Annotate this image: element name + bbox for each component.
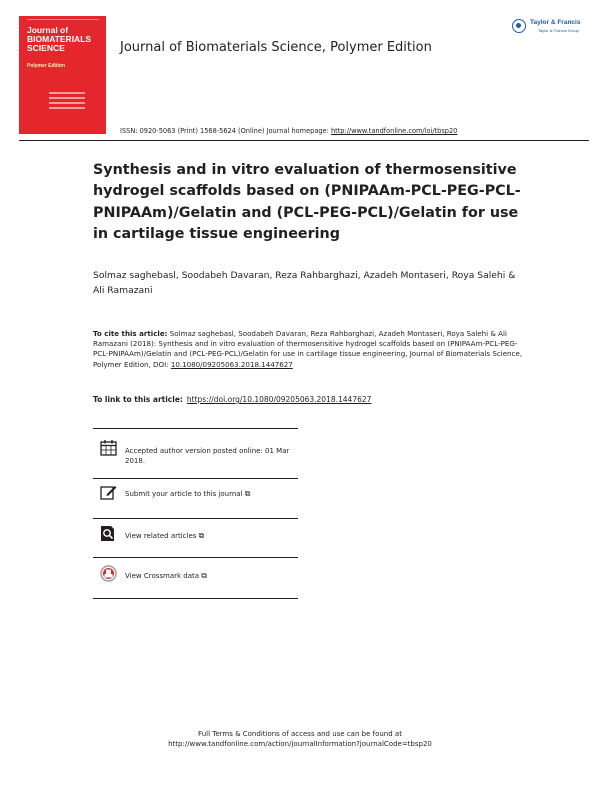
header-divider bbox=[19, 140, 589, 141]
crossmark-row[interactable] bbox=[93, 565, 298, 598]
submit-article-link[interactable] bbox=[125, 489, 297, 499]
publisher-brand: Taylor & Francis bbox=[530, 19, 581, 26]
journal-homepage-link[interactable]: http://www.tandfonline.com/loi/tbsp20 bbox=[330, 127, 458, 135]
external-link-icon: ⧉ bbox=[198, 531, 205, 540]
external-link-icon: ⧉ bbox=[244, 489, 251, 498]
publisher-tagline: Taylor & Francis Group bbox=[538, 28, 579, 33]
crossmark-label: View Crossmark data bbox=[125, 572, 200, 580]
issn-text: ISSN: 0920-5063 (Print) 1568-5624 (Online) Journal homepage: bbox=[120, 127, 331, 135]
info-divider bbox=[93, 518, 298, 519]
article-doi-link[interactable]: https://doi.org/10.1080/09205063.2018.1447627 bbox=[186, 395, 372, 404]
terms-footer bbox=[0, 729, 600, 749]
related-articles-row[interactable] bbox=[93, 525, 298, 558]
accepted-date-text: Accepted author version posted online: 01 Mar 2018. bbox=[125, 447, 290, 465]
issn-line bbox=[120, 127, 457, 135]
taylor-francis-logo[interactable] bbox=[512, 17, 592, 37]
accepted-date-row bbox=[93, 437, 298, 477]
info-divider-bottom bbox=[93, 598, 298, 599]
link-label: To link to this article: bbox=[93, 395, 183, 404]
cover-editors-block bbox=[49, 92, 85, 112]
cover-top-rule bbox=[27, 19, 99, 20]
info-divider bbox=[93, 557, 298, 558]
related-articles-label: View related articles bbox=[125, 532, 197, 540]
calendar-icon bbox=[100, 439, 117, 456]
journal-name: Journal of Biomaterials Science, Polymer Edition bbox=[120, 40, 432, 55]
crossmark-link[interactable] bbox=[125, 571, 297, 581]
footer-terms-link[interactable]: http://www.tandfonline.com/action/journalInformation?journalCode=tbsp20 bbox=[168, 740, 432, 748]
cite-text: Solmaz saghebasl, Soodabeh Davaran, Reza Rahbarghazi, Azadeh Montaseri, Roya Salehi & Ali Ramazani (2018): Synthesis and in vitro evaluation of thermosensitive hydrogel scaffolds based on (PNIPAAm-PCL-PEG-PCL-PNIPAAm)/Gelatin and (PCL-PEG-PCL)/Gelatin for use in cartilage tissue engineering, Journal of Biomaterials Science, Polymer Edition, DOI: bbox=[93, 329, 523, 369]
cite-label: To cite this article: bbox=[93, 329, 168, 338]
cover-subtitle: Polymer Edition bbox=[27, 63, 66, 69]
taylor-francis-logo-icon bbox=[512, 19, 526, 33]
related-articles-link[interactable] bbox=[125, 531, 297, 541]
footer-terms-text: Full Terms & Conditions of access and use can be found at bbox=[198, 730, 402, 738]
submit-article-row[interactable] bbox=[93, 483, 298, 516]
citation-block bbox=[93, 329, 523, 370]
crossmark-icon bbox=[100, 565, 117, 582]
search-icon bbox=[100, 525, 117, 542]
info-divider-top bbox=[93, 428, 298, 429]
info-divider bbox=[93, 478, 298, 479]
cite-doi-link[interactable]: 10.1080/09205063.2018.1447627 bbox=[170, 359, 293, 369]
article-link-line bbox=[93, 395, 371, 404]
external-link-icon: ⧉ bbox=[201, 571, 208, 580]
pencil-icon bbox=[100, 484, 117, 501]
author-list: Solmaz saghebasl, Soodabeh Davaran, Reza Rahbarghazi, Azadeh Montaseri, Roya Salehi & Ali Ramazani bbox=[93, 270, 516, 296]
submit-article-label: Submit your article to this journal bbox=[125, 490, 243, 498]
article-title: Synthesis and in vitro evaluation of thermosensitive hydrogel scaffolds based on (PNIPAAm-PCL-PEG-PCL-PNIPAAm)/Gelatin and (PCL-PEG-PCL)/Gelatin for use in cartilage tissue engineering bbox=[93, 162, 521, 242]
journal-cover-image bbox=[19, 16, 106, 134]
cover-title: Journal of BIOMATERIALS SCIENCE bbox=[27, 25, 92, 53]
